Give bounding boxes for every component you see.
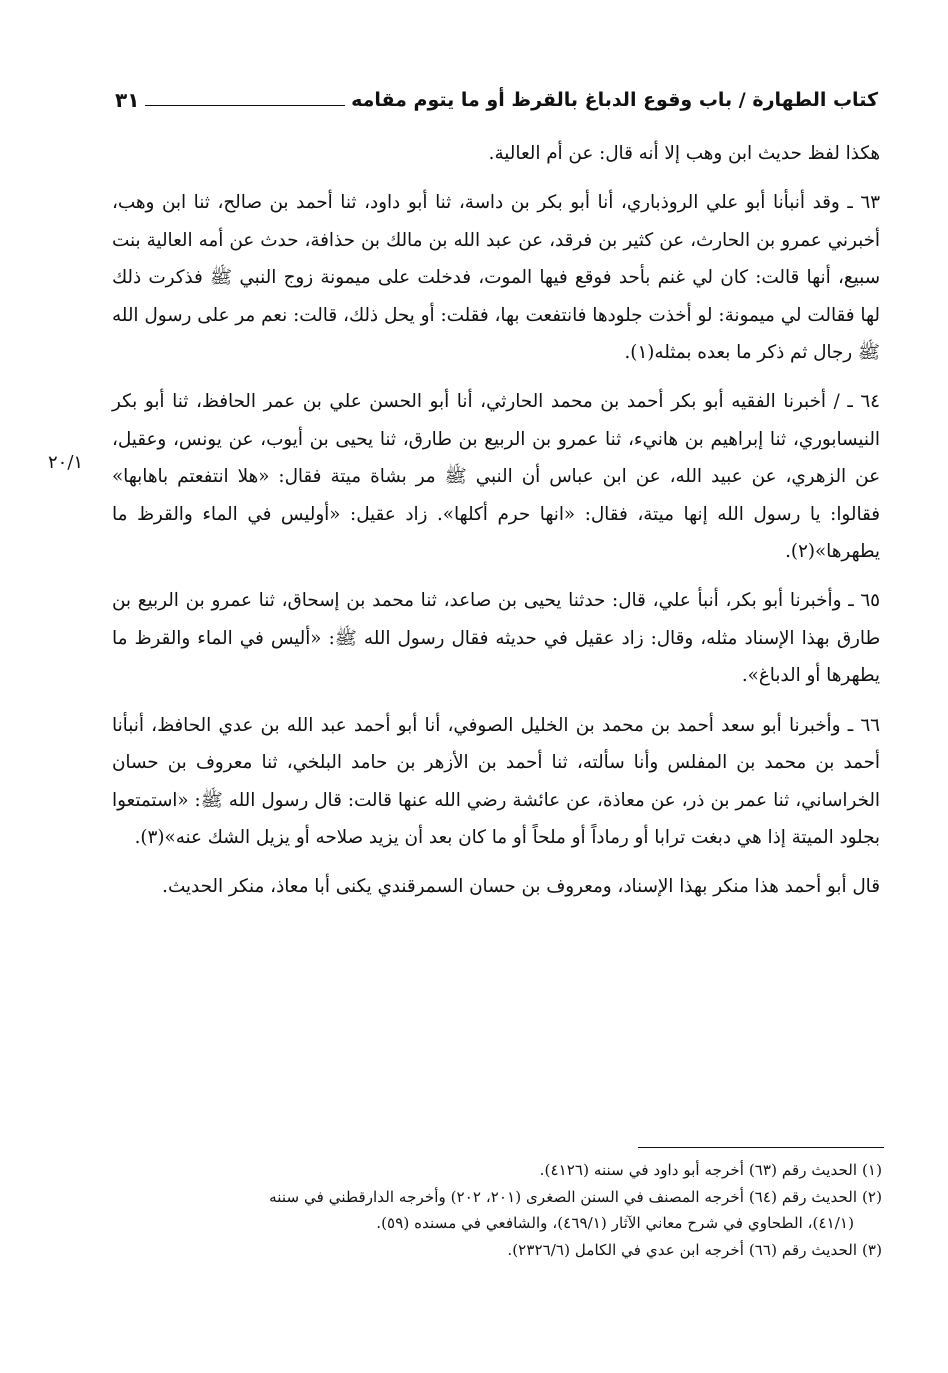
hadith-63: ٦٣ ـ وقد أنبأنا أبو علي الروذباري، أنا أبو بكر بن داسة، ثنا أبو داود، ثنا أحمد بن صالح، ثنا ابن وهب، أخبرني عمرو بن الحارث، عن كثير بن فرقد، عن عبد الله بن مالك بن حذافة، حدث عن أمه العالية بنت سبيع، أنها قالت: كان لي غنم بأحد فوقع فيها الموت، فدخلت على ميمونة زوج النبي ﷺ فذكرت ذلك لها فقالت لي ميمونة: لو أخذت جلودها فانتفعت بها، فقلت: أو يحل ذلك، قالت: نعم مر على رسول الله ﷺ رجال ثم ذكر ما بعده بمثله(١).: [112, 192, 880, 364]
footnote-1: (١) الحديث رقم (٦٣) أخرجه أبو داود في سننه (٤١٢٦).: [539, 1161, 882, 1179]
margin-reference: ٢٠/١: [48, 452, 84, 473]
page-header: [115, 78, 878, 112]
running-title: كتاب الطهارة / باب وقوع الدباغ بالقرظ أو ما يتوم مقامه: [351, 89, 878, 111]
footnote-2-continued: (٤١/١)، الطحاوي في شرح معاني الآثار (٤٦٩/١)، والشافعي في مسنده (٥٩).: [376, 1214, 854, 1232]
footnote-separator: [638, 1147, 884, 1148]
footnote-3: (٣) الحديث رقم (٦٦) أخرجه ابن عدي في الكامل (٢٣٢٦/٦).: [507, 1240, 882, 1259]
hadith-66: ٦٦ ـ وأخبرنا أبو سعد أحمد بن محمد بن الخليل الصوفي، أنا أبو أحمد عبد الله بن عدي الحافظ، أنبأنا أحمد بن محمد بن المفلس وأنا سألته، ثنا أحمد بن الأزهر بن حامد البلخي، ثنا معروف بن حسان الخراساني، ثنا عمر بن ذر، عن معاذة، عن عائشة رضي الله عنها قالت: قال رسول الله ﷺ: «استمتعوا بجلود الميتة إذا هي دبغت ترابا أو رماداً أو ملحاً أو ما كان بعد أن يزيد صلاحه أو يزيل الشك عنه»(٣).: [112, 714, 880, 848]
main-text: [112, 135, 880, 906]
page-number: ٣١: [115, 88, 140, 112]
paragraph-intro: هكذا لفظ حديث ابن وهب إلا أنه قال: عن أم العالية.: [488, 143, 880, 164]
hadith-64: ٦٤ ـ / أخبرنا الفقيه أبو بكر أحمد بن محمد الحارثي، أنا أبو الحسن علي بن عمر الحافظ، ثنا أبو بكر النيسابوري، ثنا إبراهيم بن هانيء، ثنا عمرو بن الربيع بن طارق، ثنا يحيى بن أيوب، عن يونس، وعقيل، عن الزهري، عن عبيد الله، عن ابن عباس أن النبي ﷺ مر بشاة ميتة فقال: «هلا انتفعتم باهابها» فقالوا: يا رسول الله إنها ميتة، فقال: «انها حرم أكلها». زاد عقيل: «أوليس في الماء والقرظ ما يطهرها»(٢).: [112, 391, 880, 563]
footnotes: [120, 1157, 882, 1263]
paragraph-comment: قال أبو أحمد هذا منكر بهذا الإسناد، ومعروف بن حسان السمرقندي يكنى أبا معاذ، منكر الحديث.: [162, 876, 880, 898]
header-rule: [145, 105, 345, 106]
footnote-2: (٢) الحديث رقم (٦٤) أخرجه المصنف في السنن الصغرى (٢٠١، ٢٠٢) وأخرجه الدارقطني في سننه: [269, 1187, 882, 1206]
hadith-65: ٦٥ ـ وأخبرنا أبو بكر، أنبأ علي، قال: حدثنا يحيى بن صاعد، ثنا محمد بن إسحاق، ثنا عمرو بن الربيع بن طارق بهذا الإسناد مثله، وقال: زاد عقيل في حديثه فقال رسول الله ﷺ: «أليس في الماء والقرظ ما يطهرها أو الدباغ».: [112, 590, 880, 687]
